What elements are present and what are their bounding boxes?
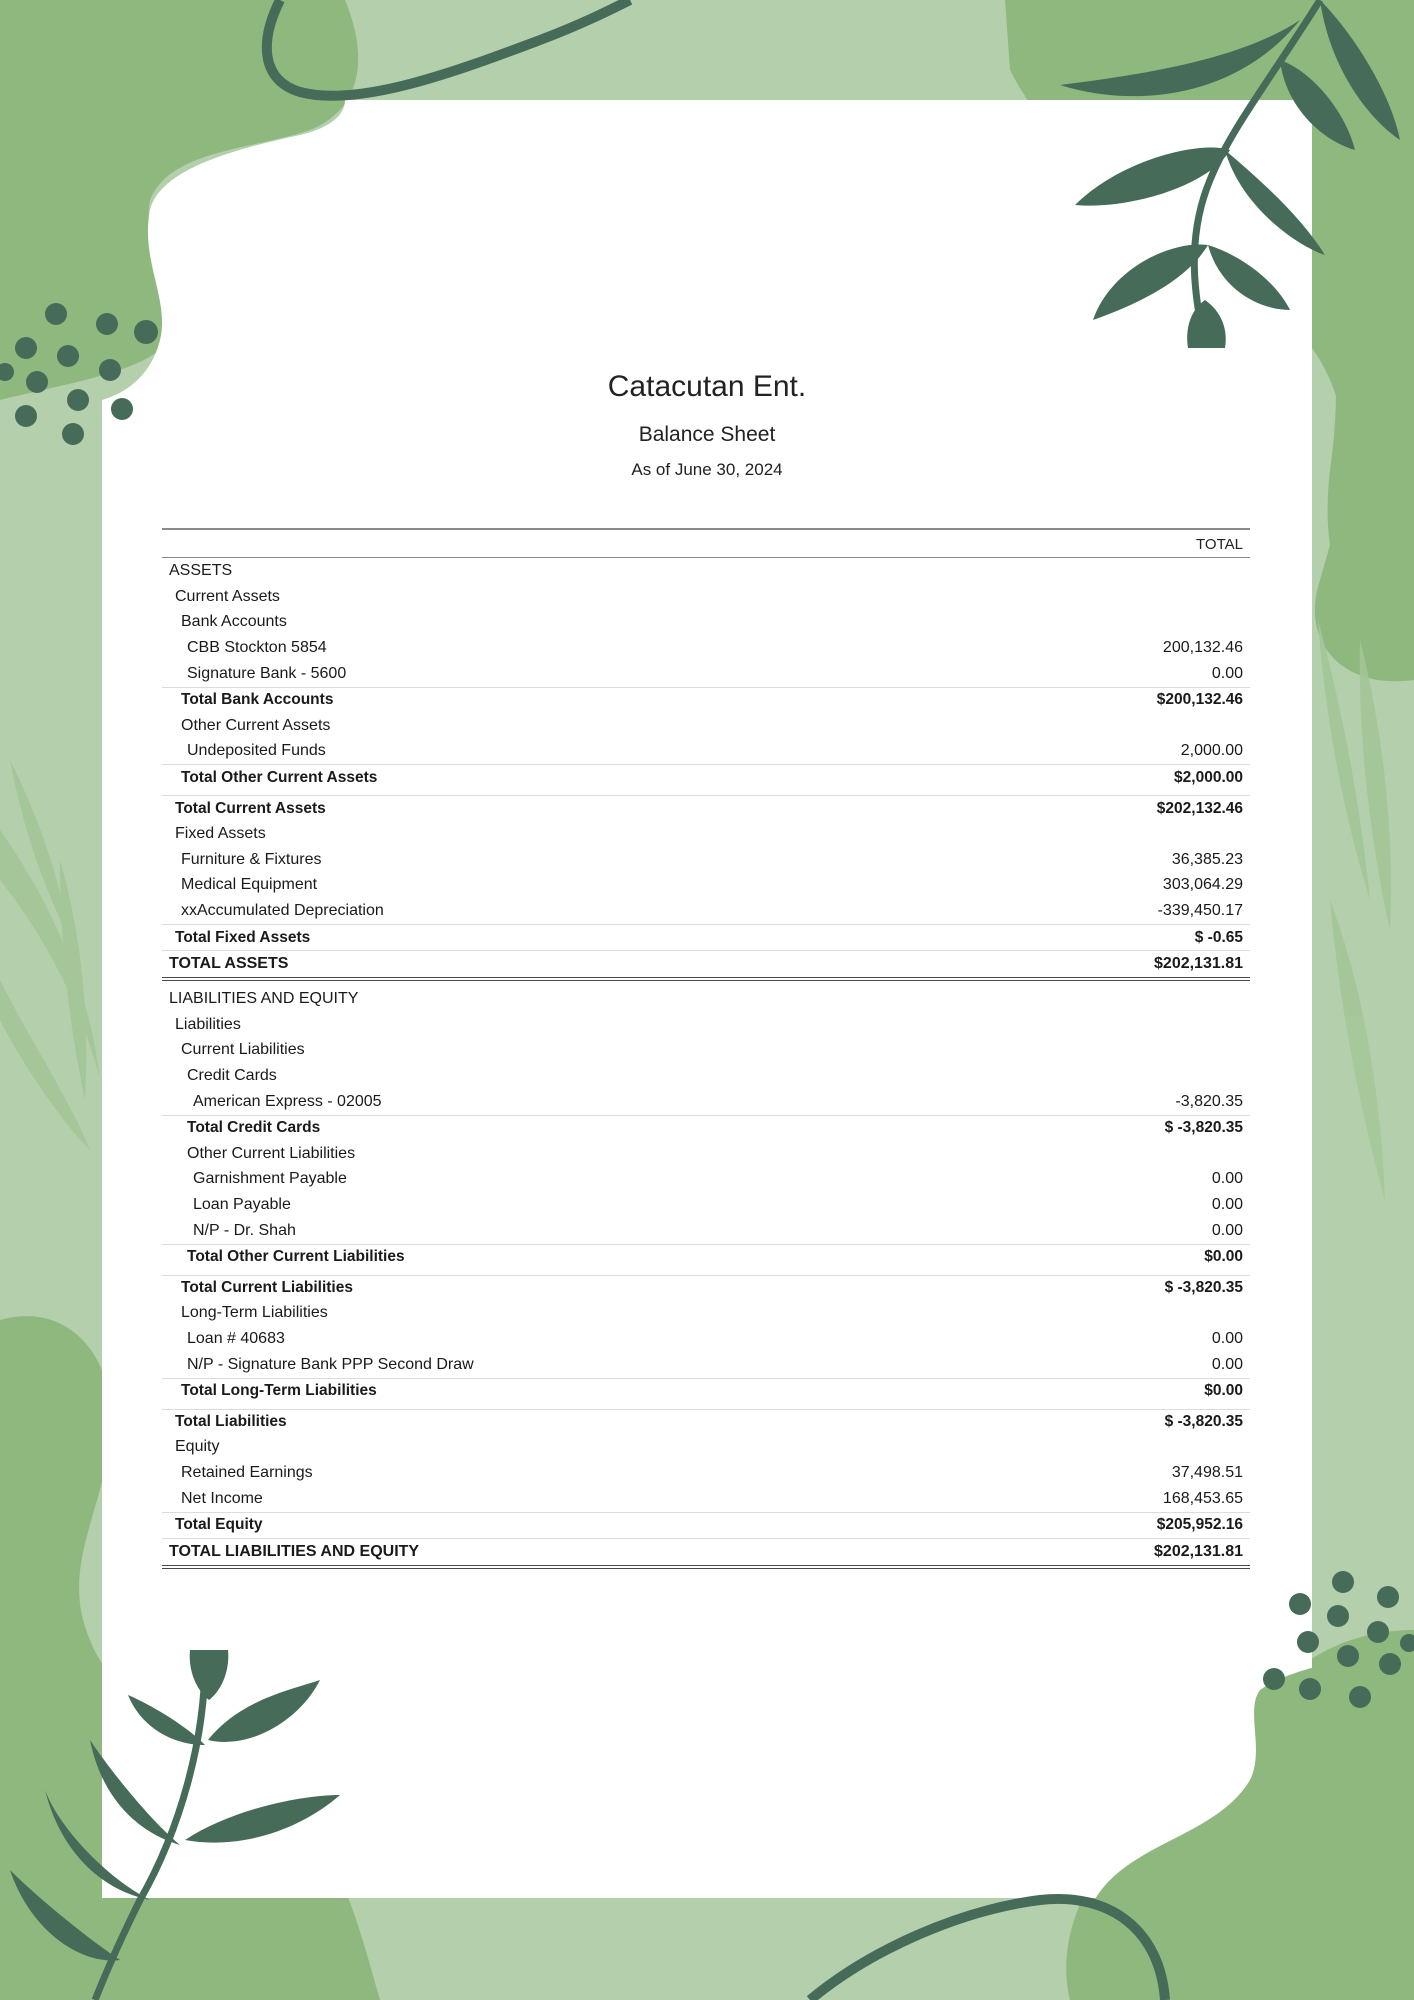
row-amount: 0.00	[1211, 665, 1243, 683]
row-amount: $ -0.65	[1194, 928, 1243, 946]
section-header-row	[162, 610, 1250, 636]
account-row	[162, 1192, 1250, 1218]
row-label: Signature Bank - 5600	[187, 665, 347, 683]
row-label: Other Current Assets	[181, 716, 331, 734]
row-amount: $202,132.46	[1156, 799, 1243, 817]
account-row	[162, 739, 1250, 765]
row-label: Other Current Liabilities	[187, 1144, 356, 1162]
row-label: CBB Stockton 5854	[187, 639, 327, 657]
row-amount: -3,820.35	[1175, 1093, 1243, 1111]
row-amount: $205,952.16	[1156, 1516, 1243, 1534]
report-table	[162, 528, 1250, 1569]
total-row	[162, 1538, 1250, 1569]
row-label: Liabilities	[175, 1015, 241, 1033]
account-row	[162, 661, 1250, 687]
report-rows	[162, 558, 1250, 1569]
row-label: Total Credit Cards	[187, 1119, 321, 1137]
row-label: Medical Equipment	[181, 876, 318, 894]
total-row	[162, 1115, 1250, 1141]
section-header-row	[162, 558, 1250, 584]
row-amount: 2,000.00	[1180, 742, 1243, 760]
account-row	[162, 1167, 1250, 1193]
row-amount: 0.00	[1211, 1196, 1243, 1214]
row-amount: $2,000.00	[1174, 768, 1243, 786]
total-row	[162, 924, 1250, 950]
row-amount: $0.00	[1204, 1382, 1243, 1400]
account-row	[162, 1460, 1250, 1486]
row-label: Total Long-Term Liabilities	[181, 1382, 377, 1400]
section-header-row	[162, 1141, 1250, 1167]
row-amount: $ -3,820.35	[1164, 1413, 1243, 1431]
row-amount: $ -3,820.35	[1164, 1279, 1243, 1297]
account-row	[162, 1486, 1250, 1512]
row-label: Long-Term Liabilities	[181, 1304, 328, 1322]
report-date: As of June 30, 2024	[631, 460, 783, 479]
row-amount: 0.00	[1211, 1356, 1243, 1373]
account-row	[162, 1218, 1250, 1244]
total-row	[162, 1512, 1250, 1538]
row-label: Current Liabilities	[181, 1041, 305, 1059]
row-label: N/P - Dr. Shah	[193, 1222, 296, 1240]
section-header-row	[162, 1435, 1250, 1461]
row-amount: 0.00	[1211, 1222, 1243, 1240]
row-label: LIABILITIES AND EQUITY	[169, 989, 359, 1007]
row-label: Undeposited Funds	[187, 742, 326, 760]
account-row	[162, 1352, 1250, 1378]
total-row	[162, 950, 1250, 981]
row-amount: 0.00	[1211, 1330, 1243, 1348]
row-label: Total Current Assets	[175, 799, 326, 817]
row-amount: $202,131.81	[1154, 1542, 1243, 1560]
account-row	[162, 1326, 1250, 1352]
total-row	[162, 764, 1250, 790]
row-label: Total Fixed Assets	[175, 928, 311, 946]
row-label: TOTAL ASSETS	[169, 954, 289, 972]
row-label: Loan Payable	[193, 1196, 291, 1214]
section-header-row	[162, 1301, 1250, 1327]
row-amount: 200,132.46	[1162, 639, 1243, 657]
row-label: Loan # 40683	[187, 1330, 285, 1348]
total-row	[162, 795, 1250, 821]
row-label: Fixed Assets	[175, 824, 266, 842]
section-header-row	[162, 986, 1250, 1012]
section-header-row	[162, 821, 1250, 847]
row-label: Credit Cards	[187, 1067, 277, 1085]
total-row	[162, 1275, 1250, 1301]
row-amount: 37,498.51	[1171, 1464, 1243, 1482]
account-row	[162, 898, 1250, 924]
row-label: Total Other Current Liabilities	[187, 1248, 405, 1266]
report-title: Balance Sheet	[638, 423, 776, 446]
row-label: Net Income	[181, 1489, 263, 1507]
total-row	[162, 1409, 1250, 1435]
column-header-total: TOTAL	[1196, 536, 1243, 553]
row-label: Garnishment Payable	[193, 1170, 347, 1188]
row-label: Bank Accounts	[181, 613, 287, 631]
section-header-row	[162, 584, 1250, 610]
total-row	[162, 687, 1250, 713]
section-header-row	[162, 1063, 1250, 1089]
row-label: Current Assets	[175, 587, 280, 605]
row-label: Total Equity	[175, 1516, 263, 1534]
row-amount: $0.00	[1204, 1248, 1243, 1266]
account-row	[162, 1089, 1250, 1115]
row-label: American Express - 02005	[193, 1093, 382, 1111]
row-amount: 36,385.23	[1171, 850, 1243, 868]
row-label: Total Liabilities	[175, 1413, 287, 1431]
row-label: Furniture & Fixtures	[181, 850, 322, 868]
row-amount: $200,132.46	[1156, 691, 1243, 709]
row-amount: -339,450.17	[1157, 902, 1243, 920]
row-label: N/P - Signature Bank PPP Second Draw	[187, 1356, 474, 1373]
row-amount: 168,453.65	[1162, 1489, 1243, 1507]
row-amount: 303,064.29	[1162, 876, 1243, 894]
row-amount: $202,131.81	[1154, 954, 1243, 972]
total-row	[162, 1378, 1250, 1404]
section-header-row	[162, 1012, 1250, 1038]
row-label: ASSETS	[169, 561, 233, 579]
row-amount: $ -3,820.35	[1164, 1119, 1243, 1137]
row-label: Retained Earnings	[181, 1464, 313, 1482]
row-label: Total Other Current Assets	[181, 768, 378, 786]
row-label: TOTAL LIABILITIES AND EQUITY	[169, 1542, 420, 1560]
row-label: Total Bank Accounts	[181, 691, 334, 709]
row-label: xxAccumulated Depreciation	[181, 902, 384, 920]
account-row	[162, 635, 1250, 661]
column-header	[162, 530, 1250, 558]
section-header-row	[162, 713, 1250, 739]
account-row	[162, 847, 1250, 873]
account-row	[162, 873, 1250, 899]
section-header-row	[162, 1038, 1250, 1064]
row-label: Equity	[175, 1438, 220, 1456]
total-row	[162, 1244, 1250, 1270]
company-name: Catacutan Ent.	[607, 370, 807, 403]
row-label: Total Current Liabilities	[181, 1279, 353, 1297]
row-amount: 0.00	[1211, 1170, 1243, 1188]
